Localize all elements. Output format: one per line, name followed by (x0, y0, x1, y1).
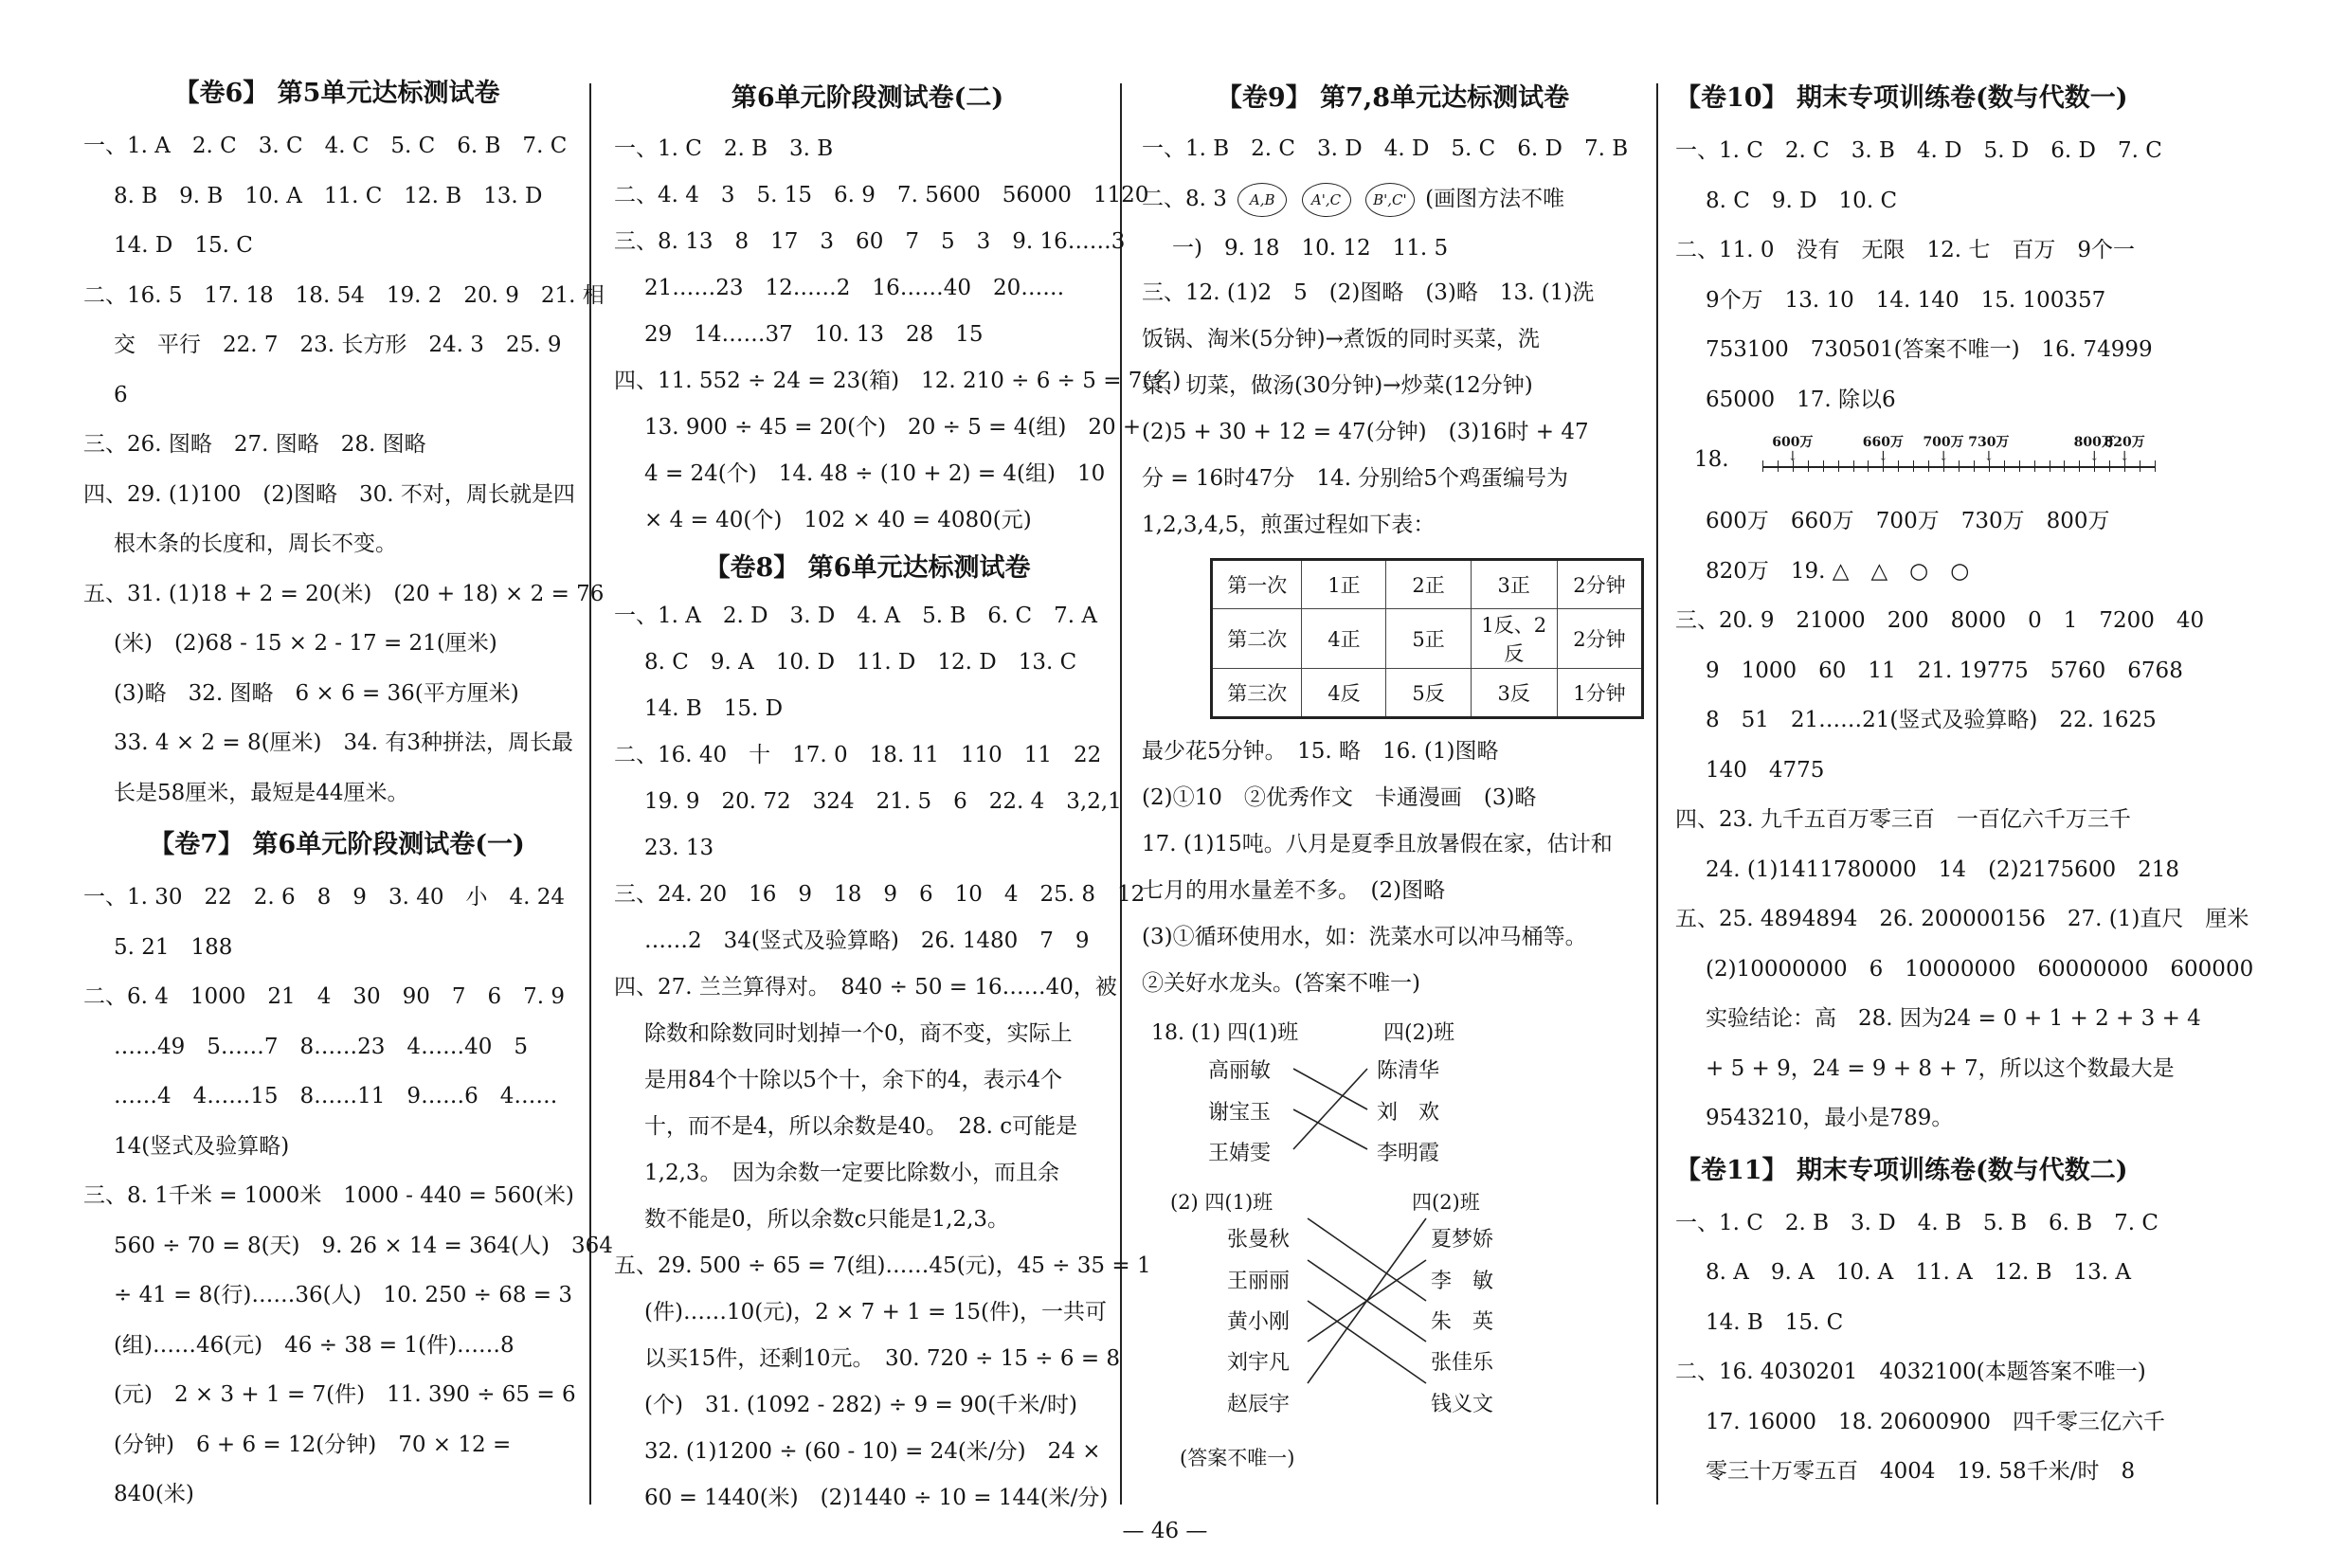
answer-line: 23. 13 (644, 836, 714, 860)
student-name: 钱义文 (1431, 1393, 1494, 1416)
answer-line: 8. C 9. A 10. D 11. D 12. D 13. C (644, 650, 1077, 675)
answer-line: 二、6. 4 1000 21 4 30 90 7 6 7. 9 (83, 984, 566, 1009)
table-row (1212, 669, 1643, 718)
answer-line: ÷ 41 = 8(行)……36(人) 10. 250 ÷ 68 = 3 (114, 1283, 573, 1307)
student-name: 王婧雯 (1208, 1142, 1272, 1165)
answer-line: 二、11. 0 没有 无限 12. 七 百万 9个一 (1675, 238, 2136, 262)
answer-line: 5. 21 188 (114, 934, 233, 960)
answer-line: (米) (2)68 - 15 × 2 - 17 = 21(厘米) (114, 631, 497, 656)
answer-line: 四、11. 552 ÷ 24 = 23(箱) 12. 210 ÷ 6 ÷ 5 = 7(名) (614, 369, 1182, 393)
table-cell: 5反 (1386, 669, 1471, 718)
answer-line: 21……23 12……2 16……40 20…… (644, 276, 1065, 300)
answer-line: 753100 730501(答案不唯一) 16. 74999 (1706, 337, 2153, 362)
answer-line: 8. A 9. A 10. A 11. A 12. B 13. A (1706, 1260, 2132, 1285)
answer-line: 实验结论：高 28. 因为24 = 0 + 1 + 2 + 3 + 4 (1706, 1006, 2201, 1031)
answer-line: 一) 9. 18 10. 12 11. 5 (1172, 236, 1449, 261)
student-name: 陈清华 (1377, 1059, 1440, 1083)
answer-line: 140 4775 (1706, 757, 1825, 783)
number-line-tick (1762, 460, 1763, 472)
answer-line: 一、1. C 2. B 3. D 4. B 5. B 6. B 7. C (1675, 1210, 2159, 1235)
number-line-tick (1959, 460, 1960, 472)
answer-line: 交 平行 22. 7 23. 长方形 24. 3 25. 9 (114, 333, 562, 357)
answer-line: 840(米) (114, 1482, 194, 1506)
student-name: 刘 欢 (1377, 1101, 1440, 1125)
answer-line: 9543210，最小是789。 (1706, 1106, 1954, 1130)
number-line-tick (2019, 460, 2020, 472)
answer-line: 8 51 21……21(竖式及验算略) 22. 1625 (1706, 708, 2157, 732)
student-name: 夏梦娇 (1431, 1228, 1494, 1252)
answer-block (614, 593, 1151, 1522)
arrow-down-icon: ↓ (1877, 449, 1889, 464)
number-line-label: 800万 (2073, 435, 2115, 450)
arrow-down-icon: ↓ (2088, 449, 2101, 464)
answer-block (1675, 1199, 2206, 1497)
number-line-tick (1974, 460, 1975, 472)
number-line-label: 660万 (1862, 435, 1904, 450)
answer-line: 饭锅、淘米(5分钟)→煮饭的同时买菜，洗 (1142, 327, 1540, 351)
table-cell: 1正 (1302, 560, 1386, 609)
section-title: 【卷8】 第6单元达标测试卷 (704, 553, 1031, 583)
arrow-down-icon: ↓ (2119, 449, 2131, 464)
answer-line: 三、12. (1)2 5 (2)图略 (3)略 13. (1)洗 (1142, 280, 1595, 305)
table-cell: 2分钟 (1557, 560, 1642, 609)
answer-line: 一、1. A 2. C 3. C 4. C 5. C 6. B 7. C (83, 134, 568, 158)
number-line-label: 600万 (1772, 435, 1814, 450)
number-line-tick (1778, 460, 1779, 472)
answer-block (1675, 126, 2206, 424)
number-line-tick (2004, 460, 2005, 472)
answer-line: 三、26. 图略 27. 图略 28. 图略 (83, 432, 426, 457)
answer-line: 一、1. C 2. C 3. B 4. D 5. D 6. D 7. C (1675, 138, 2162, 163)
table-cell: 4反 (1302, 669, 1386, 718)
student-name: 李 敏 (1431, 1270, 1494, 1293)
page-number: — 46 — (1122, 1519, 1208, 1543)
student-name: 李明霞 (1377, 1142, 1440, 1165)
answer-line: 9个万 13. 10 14. 140 15. 100357 (1706, 287, 2106, 313)
answer-line: 1,2,3。 因为余数一定要比除数小，而且余 (644, 1161, 1060, 1185)
column-divider-3 (1656, 83, 1658, 1505)
table-cell: 第二次 (1212, 609, 1302, 669)
answer-line: 四、29. (1)100 (2)图略 30. 不对，周长就是四 (83, 481, 575, 507)
answer-line: 是用84个十除以5个十，余下的4，表示4个 (644, 1068, 1063, 1092)
student-name: 张佳乐 (1431, 1351, 1494, 1375)
egg-frying-table (1210, 558, 1644, 719)
answer-line: 19. 9 20. 72 324 21. 5 6 22. 4 3,2,1 (644, 789, 1122, 814)
arrow-down-icon: ↓ (1938, 449, 1949, 464)
oval-label: A,B (1237, 183, 1287, 217)
answer-line: 三、8. 1千米 = 1000米 1000 - 440 = 560(米) (83, 1183, 574, 1208)
oval-label: A',C (1302, 183, 1351, 217)
section-title: 【卷10】 期末专项训练卷(数与代数一) (1675, 83, 2128, 113)
answer-line: 60 = 1440(米) (2)1440 ÷ 10 = 144(米/分) (644, 1486, 1109, 1510)
answer-block (1675, 496, 2254, 1144)
class-header: (2) 四(1)班 (1170, 1191, 1273, 1214)
answer-line: + 5 + 9，24 = 9 + 8 + 7，所以这个数最大是 (1706, 1055, 2175, 1081)
column-1 (83, 66, 613, 1520)
answer-line: (组)……46(元) 46 ÷ 38 = 1(件)……8 (114, 1332, 515, 1358)
number-line-label: 820万 (2104, 435, 2145, 450)
number-line-label: 700万 (1923, 435, 1964, 450)
answer-line: 13. 900 ÷ 45 = 20(个) 20 ÷ 5 = 4(组) 20 + (644, 415, 1142, 440)
answer-line: 一、1. A 2. D 3. D 4. A 5. B 6. C 7. A (614, 604, 1097, 628)
answer-line: ……2 34(竖式及验算略) 26. 1480 7 9 (644, 928, 1090, 953)
answer-line-with-ovals (1142, 171, 1644, 226)
number-line-tick (2034, 460, 2035, 472)
table-row (1212, 560, 1643, 609)
answer-line: (分钟) 6 + 6 = 12(分钟) 70 × 12 = (114, 1432, 512, 1457)
answer-line: 二、16. 40 十 17. 0 18. 11 110 11 22 (614, 743, 1102, 767)
table-cell: 第三次 (1212, 669, 1302, 718)
matching-diagram-1 (1142, 1017, 1644, 1168)
table-cell: 4正 (1302, 609, 1386, 669)
table-cell: 3反 (1471, 669, 1557, 718)
answer-line: 600万 660万 700万 730万 800万 (1706, 509, 2110, 533)
table-cell: 5正 (1386, 609, 1471, 669)
student-name: 赵辰宇 (1227, 1393, 1291, 1416)
number-line-tick (1808, 460, 1809, 472)
number-line-tick (1928, 460, 1929, 472)
answer-line: 菜、切菜，做汤(30分钟)→炒菜(12分钟) (1142, 373, 1533, 398)
answer-line: 长是58厘米，最短是44厘米。 (114, 780, 409, 805)
student-name: 张曼秋 (1227, 1228, 1291, 1252)
answer-line: 三、24. 20 16 9 18 9 6 10 4 25. 8 12 (614, 882, 1146, 907)
answer-line: 五、25. 4894894 26. 200000156 27. (1)直尺 厘米 (1675, 907, 2249, 931)
answer-line: (2)5 + 30 + 12 = 47(分钟) (3)16时 + 47 (1142, 420, 1589, 444)
answer-line: 17. (1)15吨。八月是夏季且放暑假在家，估计和 (1142, 832, 1613, 856)
answer-line: 除数和除数同时划掉一个0，商不变，实际上 (644, 1021, 1073, 1046)
number-line-tick (2079, 460, 2080, 472)
arrow-down-icon: ↓ (1982, 449, 1995, 464)
answer-line: 根木条的长度和，周长不变。 (114, 532, 397, 556)
answer-line: 14(竖式及验算略) (114, 1133, 290, 1159)
question-number: 18. (1694, 447, 1729, 472)
answer-line: 14. B 15. D (644, 696, 784, 721)
answer-line: 一、1. B 2. C 3. D 4. D 5. C 6. D 7. B (1142, 136, 1629, 161)
answer-line: 32. (1)1200 ÷ (60 - 10) = 24(米/分) 24 × (644, 1439, 1101, 1464)
answer-line: 8. C 9. D 10. C (1706, 188, 1898, 213)
matching-diagram-2 (1142, 1187, 1644, 1433)
answer-line: (元) 2 × 3 + 1 = 7(件) 11. 390 ÷ 65 = 6 (114, 1382, 576, 1407)
answer-line: ……49 5……7 8……23 4……40 5 (114, 1034, 528, 1059)
student-name: 刘宇凡 (1227, 1351, 1291, 1375)
table-cell: 1反、2反 (1471, 609, 1557, 669)
number-line-axis (1751, 424, 2168, 496)
section-title: 【卷6】 第5单元达标测试卷 (173, 79, 500, 108)
number-line (1694, 424, 2206, 496)
answer-block (614, 126, 1182, 544)
section-title: 【卷7】 第6单元阶段测试卷(一) (149, 830, 525, 859)
table-cell: 2正 (1386, 560, 1471, 609)
answer-line: 8. B 9. B 10. A 11. C 12. B 13. D (114, 183, 543, 208)
answer-line: (个) 31. (1092 - 282) ÷ 9 = 90(千米/时) (644, 1393, 1077, 1417)
answer-line: 三、20. 9 21000 200 8000 0 1 7200 40 (1675, 608, 2205, 633)
number-line-tick (2109, 460, 2110, 472)
answer-line: 29 14……37 10. 13 28 15 (644, 322, 984, 347)
answer-line: 三、8. 13 8 17 3 60 7 5 3 9. 16……3 (614, 229, 1126, 254)
student-name: 谢宝玉 (1208, 1101, 1272, 1125)
answer-line: 二、16. 4030201 4032100(本题答案不唯一) (1675, 1360, 2146, 1384)
answer-line: 33. 4 × 2 = 8(厘米) 34. 有3种拼法，周长最 (114, 730, 574, 755)
answer-line: 560 ÷ 70 = 8(天) 9. 26 × 14 = 364(人) 364 (114, 1233, 613, 1258)
answer-line: 四、23. 九千五百万零三百 一百亿六千万三千 (1675, 807, 2131, 832)
student-name: 高丽敏 (1208, 1059, 1272, 1083)
answer-line: 一、1. C 2. B 3. B (614, 136, 834, 161)
answer-line: 十，而不是4，所以余数是40。 28. c可能是 (644, 1114, 1078, 1139)
number-line-tick (2155, 460, 2156, 472)
answer-line: 二、16. 5 17. 18 18. 54 19. 2 20. 9 21. 相 (83, 282, 605, 308)
answer-line: 二、4. 4 3 5. 15 6. 9 7. 5600 56000 1120 (614, 183, 1149, 207)
number-line-tick (1913, 460, 1914, 472)
arrow-down-icon: ↓ (1786, 449, 1798, 464)
number-line-tick (1838, 460, 1839, 472)
answer-line: 数不能是0，所以余数c只能是1,2,3。 (644, 1207, 1010, 1232)
answer-line: ②关好水龙头。(答案不唯一) (1142, 971, 1420, 996)
answer-line: 14. D 15. C (114, 233, 253, 258)
answer-line: 9 1000 60 11 21. 19775 5760 6768 (1706, 658, 2183, 683)
student-name: 王丽丽 (1227, 1270, 1291, 1293)
answer-line: 1,2,3,4,5，煎蛋过程如下表： (1142, 513, 1436, 537)
answer-line: 最少花5分钟。 15. 略 16. (1)图略 (1142, 739, 1499, 764)
answer-line: 四、27. 兰兰算得对。 840 ÷ 50 = 16……40，被 (614, 975, 1117, 1000)
section-title: 第6单元阶段测试卷(二) (731, 83, 1004, 113)
oval-label: B',C' (1365, 183, 1415, 217)
answer-line: 4 = 24(个) 14. 48 ÷ (10 + 2) = 4(组) 10 (644, 461, 1106, 486)
answer-line: 6 (114, 382, 128, 407)
answer-block (83, 121, 605, 818)
class-header: 四(2)班 (1383, 1021, 1455, 1045)
answer-text: 二、8. 3 (1142, 187, 1227, 211)
number-line-label: 730万 (1968, 435, 2010, 450)
class-header: 四(2)班 (1412, 1191, 1480, 1214)
number-line-tick (2064, 460, 2065, 472)
answer-line: (2)①10 ②优秀作文 卡通漫画 (3)略 (1142, 785, 1537, 810)
number-line-tick (1898, 460, 1899, 472)
answer-line: 分 = 16时47分 14. 分别给5个鸡蛋编号为 (1142, 466, 1568, 491)
section-title: 【卷11】 期末专项训练卷(数与代数二) (1675, 1155, 2128, 1185)
answer-line: 820万 19. △ △ ○ ○ (1706, 558, 1970, 584)
answer-line: 七月的用水量差不多。 (2)图略 (1142, 878, 1446, 903)
column-4 (1675, 71, 2254, 1497)
answer-line: × 4 = 40(个) 102 × 40 = 4080(元) (644, 508, 1032, 532)
answer-line: 以买15件，还剩10元。 30. 720 ÷ 15 ÷ 6 = 8 (644, 1346, 1121, 1371)
section-title: 【卷9】 第7,8单元达标测试卷 (1216, 83, 1570, 113)
number-line-tick (1868, 460, 1869, 472)
table-row (1212, 609, 1643, 669)
student-name: 黄小刚 (1227, 1310, 1291, 1334)
answer-line: (2)10000000 6 10000000 60000000 600000 (1706, 956, 2254, 982)
number-line-tick (1823, 460, 1824, 472)
answer-line: 五、31. (1)18 + 2 = 20(米) (20 + 18) × 2 = 76 (83, 581, 605, 606)
class-header: 18. (1) 四(1)班 (1151, 1021, 1299, 1045)
answer-line: 17. 16000 18. 20600900 四千零三亿六千 (1706, 1409, 2166, 1434)
answer-line: 14. B 15. C (1706, 1309, 1844, 1335)
answer-line: ……4 4……15 8……11 9……6 4…… (114, 1084, 558, 1108)
matching-lines (1142, 1187, 1616, 1433)
table-cell: 2分钟 (1557, 609, 1642, 669)
table-cell: 第一次 (1212, 560, 1302, 609)
table-cell: 3正 (1471, 560, 1557, 609)
answer-line: 零三十万零五百 4004 19. 58千米/时 8 (1706, 1459, 2136, 1484)
note: (答案不唯一) (1180, 1447, 1295, 1469)
answer-line: 24. (1)1411780000 14 (2)2175600 218 (1706, 856, 2179, 882)
answer-line: (件)……10(元)，2 × 7 + 1 = 15(件)，一共可 (644, 1300, 1107, 1325)
answer-line: 五、29. 500 ÷ 65 = 7(组)……45(元)，45 ÷ 35 = 1 (614, 1253, 1151, 1278)
column-3 (1142, 71, 1644, 1484)
number-line-tick (1853, 460, 1854, 472)
answer-text: (画图方法不唯 (1425, 187, 1565, 211)
answer-line: (3)略 32. 图略 6 × 6 = 36(平方厘米) (114, 680, 519, 706)
answer-block (83, 873, 613, 1520)
table-cell: 1分钟 (1557, 669, 1642, 718)
answer-block (1142, 270, 1644, 549)
answer-block (1142, 729, 1644, 1007)
answer-line: (3)①循环使用水，如：洗菜水可以冲马桶等。 (1142, 925, 1587, 949)
column-2 (614, 71, 1182, 1522)
student-name: 朱 英 (1431, 1310, 1494, 1334)
answer-line: 一、1. 30 22 2. 6 8 9 3. 40 小 4. 24 (83, 885, 565, 910)
answer-line: 65000 17. 除以6 (1706, 387, 1896, 412)
